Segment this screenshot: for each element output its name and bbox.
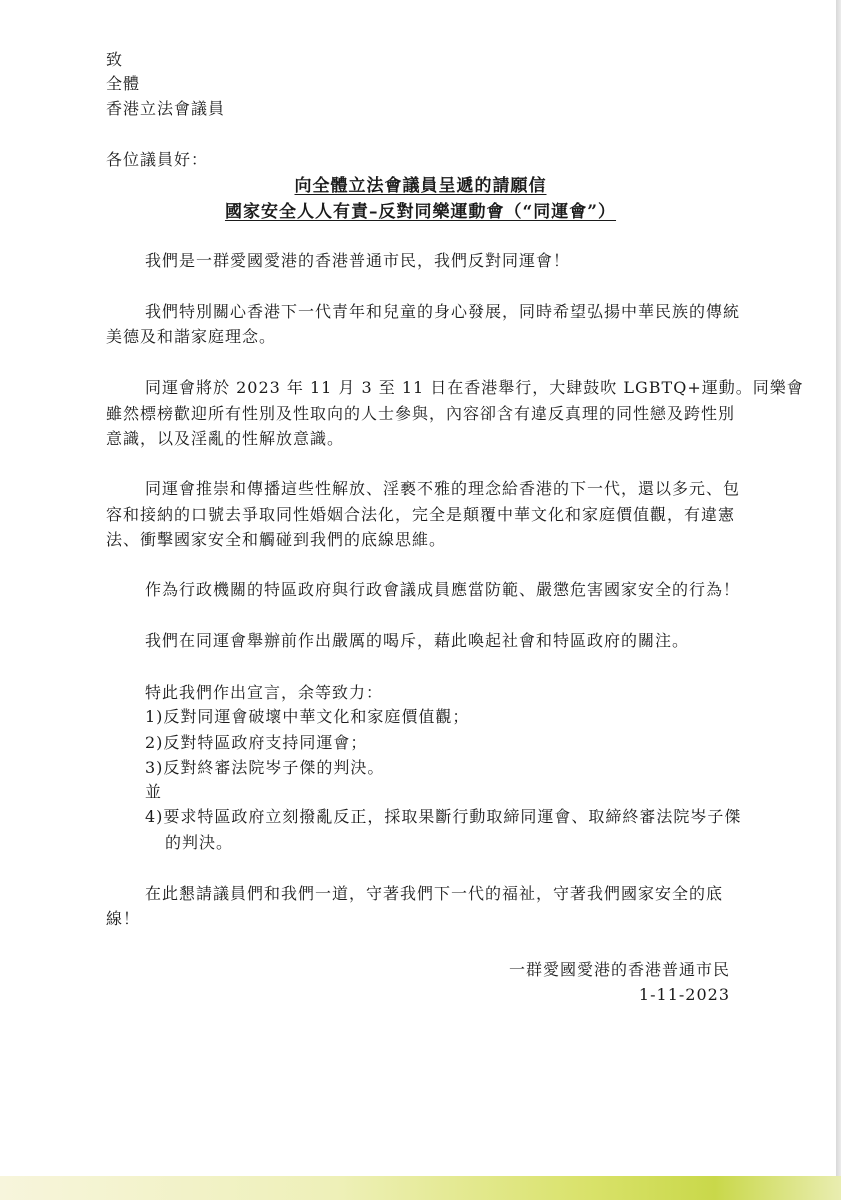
page-edge-shadow <box>836 0 841 1180</box>
signature-date: 1-11-2023 <box>638 985 730 1004</box>
paragraph-4-line-1: 同運會推崇和傳播這些性解放、淫褻不雅的理念給香港的下一代，還以多元、包 <box>145 479 741 498</box>
paragraph-5: 作為行政機關的特區政府與行政會議成員應當防範、嚴懲危害國家安全的行為！ <box>145 580 741 599</box>
addressee-to: 致 <box>106 50 124 69</box>
declaration-item-2: 2)反對特區政府支持同運會； <box>145 733 368 752</box>
paragraph-2-line-2: 美德及和諧家庭理念。 <box>106 327 277 346</box>
letter-subtitle: 國家安全人人有責–反對同樂運動會（“同運會”） <box>224 202 617 222</box>
paragraph-6: 我們在同運會舉辦前作出嚴厲的喝斥，藉此喚起社會和特區政府的關注。 <box>145 631 690 650</box>
declaration-item-3: 3)反對終審法院岑子傑的判決。 <box>145 758 385 777</box>
declaration-item-1: 1)反對同運會破壞中華文化和家庭價值觀； <box>145 707 470 726</box>
paragraph-4-line-2: 容和接納的口號去爭取同性婚姻合法化，完全是顛覆中華文化和家庭價值觀，有違憲 <box>106 505 736 524</box>
addressee-all: 全體 <box>106 74 141 93</box>
declaration-item-4-line-2: 的判決。 <box>165 833 234 852</box>
paragraph-4-line-3: 法、衝擊國家安全和觸碰到我們的底線思維。 <box>106 530 447 549</box>
closing-line-2: 線！ <box>106 909 141 928</box>
paragraph-3-line-3: 意識，以及淫亂的性解放意識。 <box>106 429 345 448</box>
declaration-and: 並 <box>145 782 163 801</box>
paragraph-2-line-1: 我們特別關心香港下一代青年和兒童的身心發展，同時希望弘揚中華民族的傳統 <box>145 302 741 321</box>
letter-title: 向全體立法會議員呈遞的請願信 <box>294 176 547 196</box>
paragraph-3-line-1: 同運會將於 2023 年 11 月 3 至 11 日在香港舉行，大肆鼓吹 LGBTQ+運動。同樂會 <box>145 378 804 397</box>
background-band <box>0 1176 841 1200</box>
paragraph-1: 我們是一群愛國愛港的香港普通市民，我們反對同運會！ <box>145 251 571 270</box>
declaration-intro: 特此我們作出宣言，余等致力： <box>145 683 384 702</box>
paragraph-3-line-2: 雖然標榜歡迎所有性別及性取向的人士參與，內容卻含有違反真理的同性戀及跨性別 <box>106 404 736 423</box>
closing-line-1: 在此懇請議員們和我們一道，守著我們下一代的福祉，守著我們國家安全的底 <box>145 884 724 903</box>
addressee-recipients: 香港立法會議員 <box>106 99 226 118</box>
signature-name: 一群愛國愛港的香港普通市民 <box>508 960 730 979</box>
declaration-item-4-line-1: 4)要求特區政府立刻撥亂反正，採取果斷行動取締同運會、取締終審法院岑子傑 <box>145 807 742 826</box>
greeting: 各位議員好： <box>106 150 209 169</box>
